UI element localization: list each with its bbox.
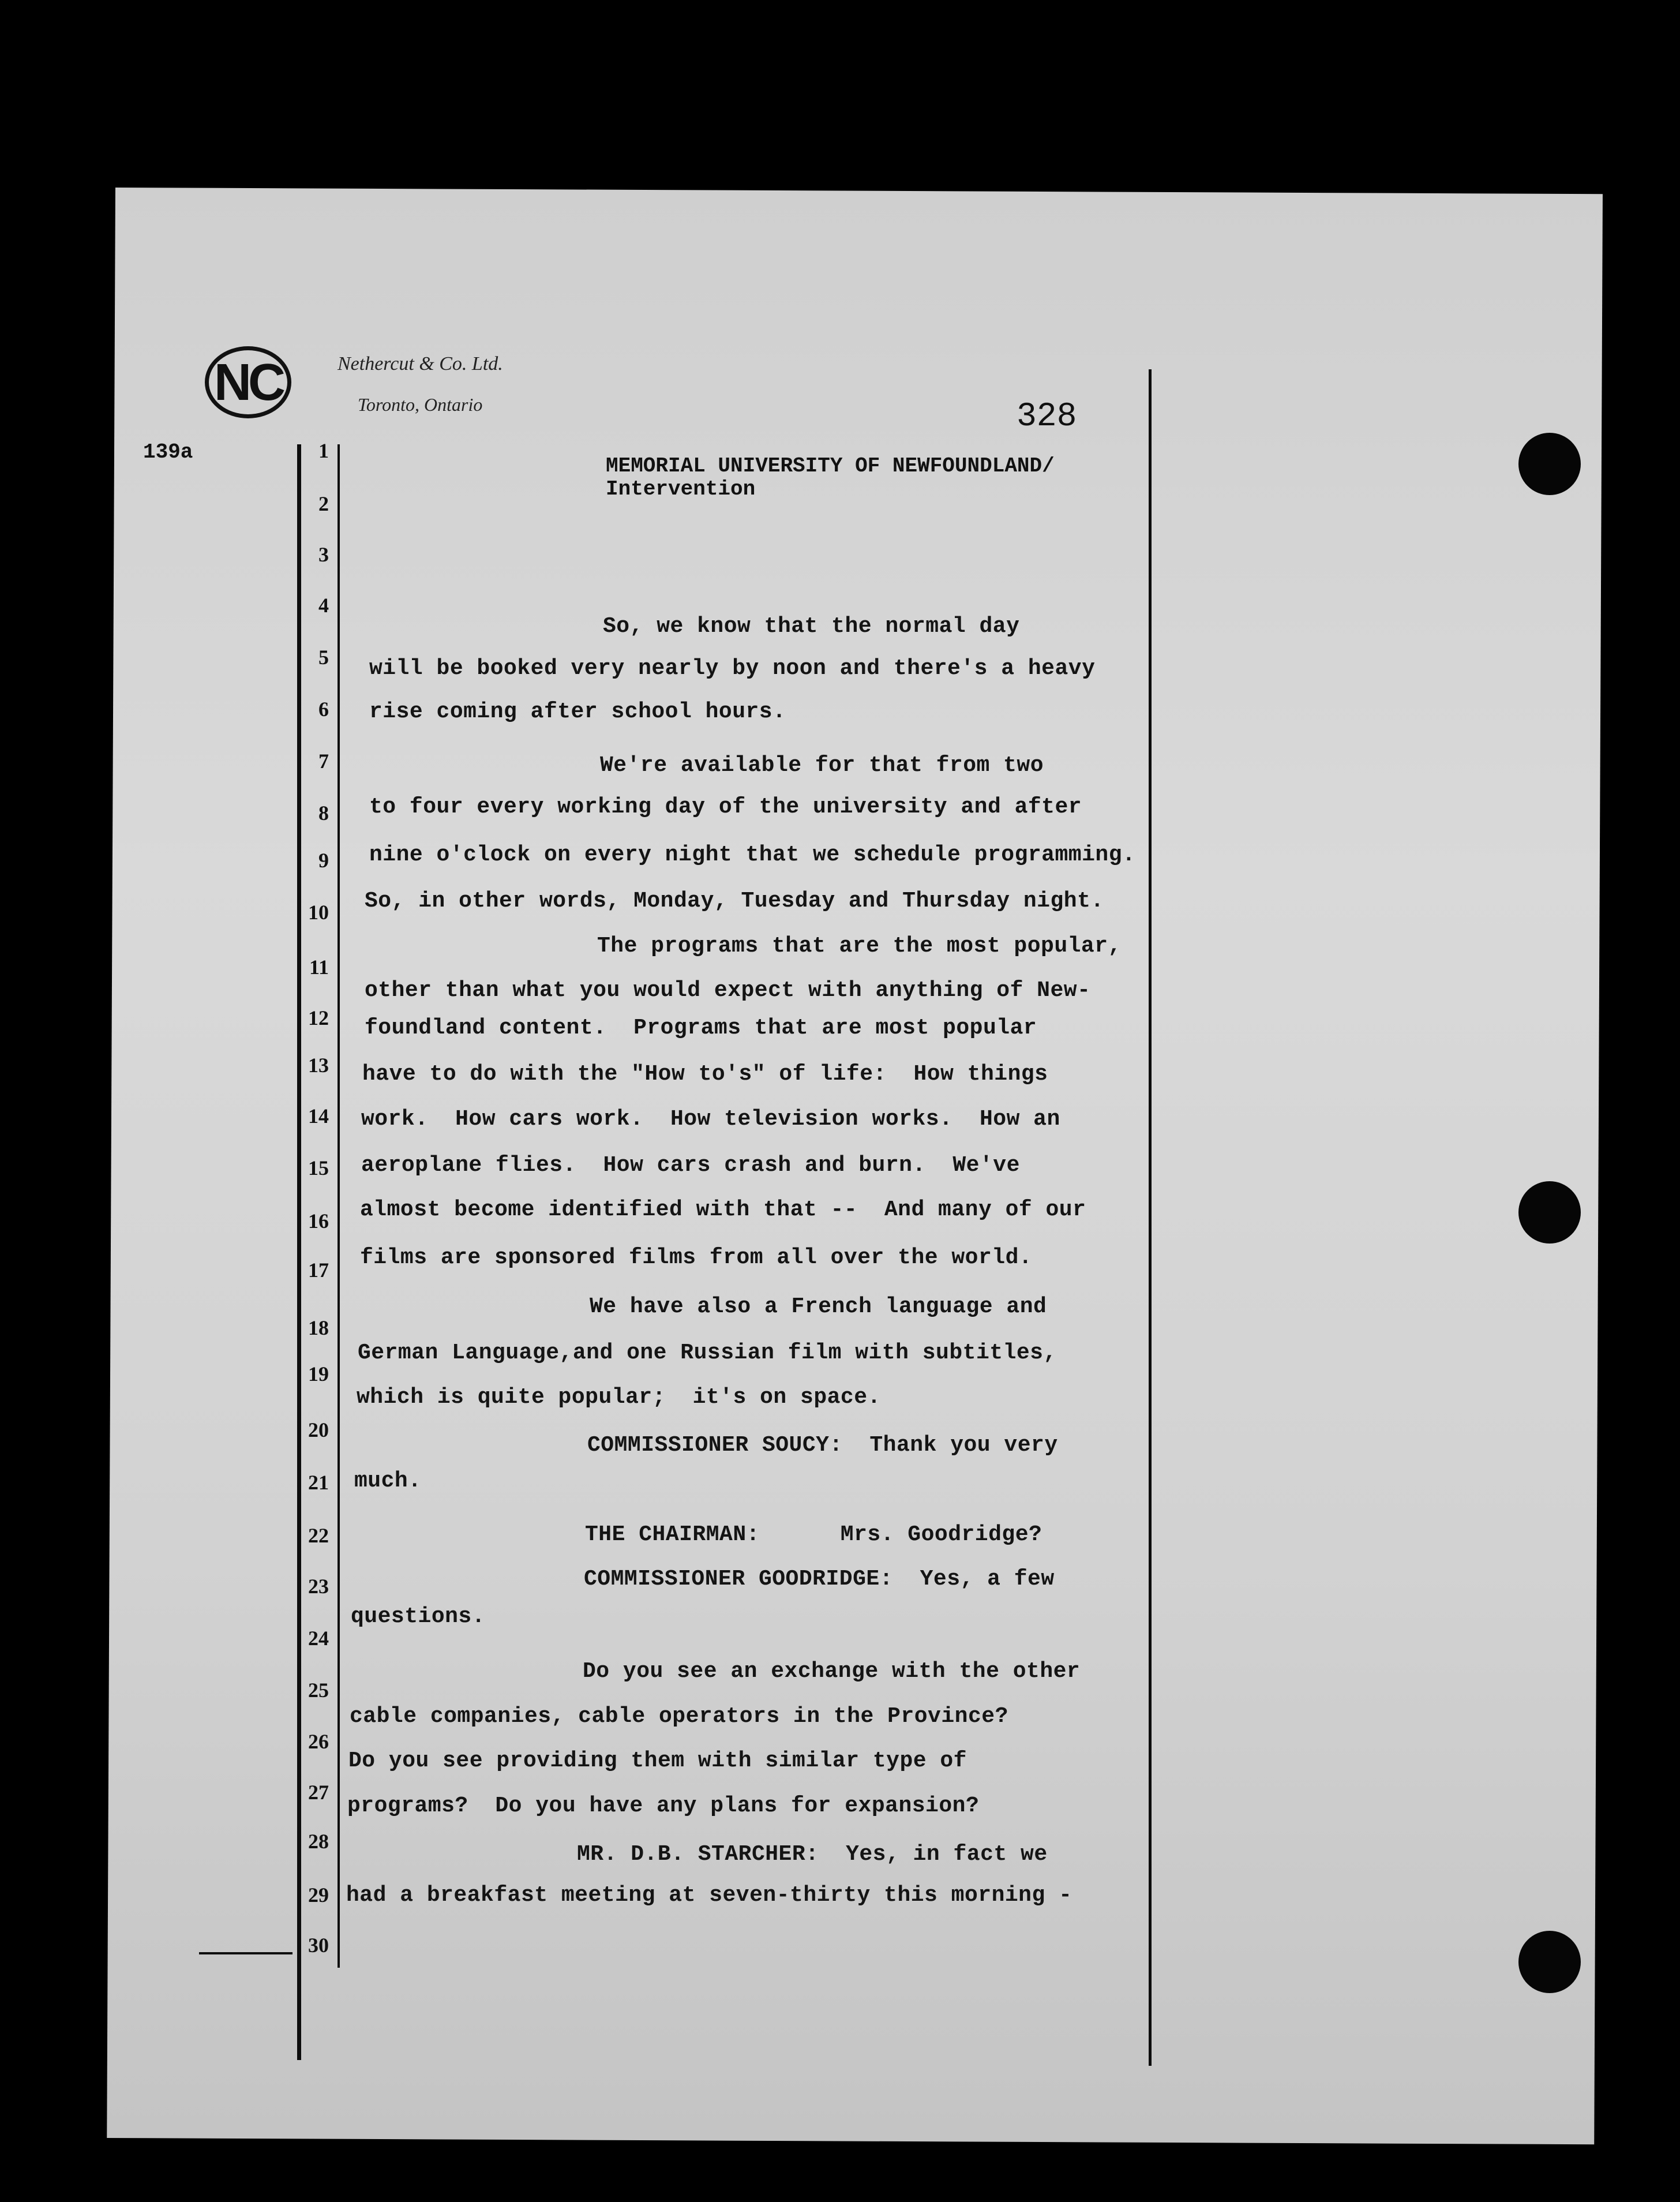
punch-hole-top bbox=[1518, 433, 1581, 495]
line-number: 5 bbox=[318, 646, 329, 669]
line-number: 4 bbox=[318, 594, 329, 617]
transcript-line: to four every working day of the university and after bbox=[369, 795, 1082, 819]
transcript-line: films are sponsored films from all over the world. bbox=[360, 1245, 1033, 1270]
line-number: 9 bbox=[318, 849, 329, 872]
line-number: 10 bbox=[308, 901, 329, 924]
transcript-line: Do you see providing them with similar type of bbox=[348, 1748, 967, 1773]
firm-name: Nethercut & Co. Ltd. bbox=[337, 353, 503, 375]
heading-line-1: MEMORIAL UNIVERSITY OF NEWFOUNDLAND/ bbox=[606, 454, 1055, 478]
page-number: 328 bbox=[1017, 398, 1077, 436]
transcript-heading bbox=[606, 455, 1055, 501]
transcript-line: foundland content. Programs that are most popular bbox=[365, 1016, 1037, 1040]
left-text-rule bbox=[337, 444, 340, 1968]
transcript-line: programs? Do you have any plans for expansion? bbox=[347, 1793, 980, 1818]
line-number: 26 bbox=[308, 1730, 329, 1753]
heading-line-2: Intervention bbox=[606, 477, 756, 501]
transcript-line: THE CHAIRMAN: Mrs. Goodridge? bbox=[585, 1522, 1042, 1547]
line-number: 17 bbox=[308, 1259, 329, 1282]
line-number: 3 bbox=[318, 543, 329, 566]
transcript-line: We have also a French language and bbox=[590, 1294, 1047, 1319]
transcript-line: nine o'clock on every night that we schedule programming. bbox=[369, 842, 1136, 867]
transcript-line: rise coming after school hours. bbox=[369, 699, 786, 724]
line-number: 28 bbox=[308, 1830, 329, 1853]
transcript-line: will be booked very nearly by noon and there's a heavy bbox=[369, 656, 1096, 681]
punch-hole-bottom bbox=[1518, 1931, 1581, 1993]
transcript-line: MR. D.B. STARCHER: Yes, in fact we bbox=[577, 1842, 1048, 1867]
transcript-line: COMMISSIONER GOODRIDGE: Yes, a few bbox=[584, 1567, 1055, 1591]
line-number: 6 bbox=[318, 698, 329, 721]
transcript-line: So, in other words, Monday, Tuesday and Thursday night. bbox=[365, 889, 1104, 913]
line-number: 16 bbox=[308, 1209, 329, 1233]
transcript-line: have to do with the "How to's" of life: How things bbox=[362, 1062, 1048, 1087]
line-number: 12 bbox=[308, 1006, 329, 1029]
transcript-line: which is quite popular; it's on space. bbox=[357, 1385, 881, 1410]
transcript-line: COMMISSIONER SOUCY: Thank you very bbox=[587, 1433, 1058, 1458]
left-margin-rule bbox=[297, 444, 301, 2060]
punch-hole-middle bbox=[1518, 1181, 1581, 1244]
transcript-line: We're available for that from two bbox=[600, 753, 1044, 778]
transcript-line: The programs that are the most popular, bbox=[597, 934, 1122, 958]
line-number: 11 bbox=[309, 956, 329, 979]
transcript-line: work. How cars work. How television works. How an bbox=[361, 1107, 1060, 1132]
transcript-line: cable companies, cable operators in the Province? bbox=[350, 1704, 1008, 1729]
line-number: 21 bbox=[308, 1471, 329, 1494]
transcript-line: other than what you would expect with anything of New- bbox=[365, 978, 1091, 1003]
transcript-line: Do you see an exchange with the other bbox=[583, 1659, 1081, 1684]
transcript-line: aeroplane flies. How cars crash and burn. We've bbox=[361, 1153, 1020, 1178]
transcript-line: almost become identified with that -- And many of our bbox=[360, 1197, 1086, 1222]
line-number: 19 bbox=[308, 1362, 329, 1385]
line-number: 30 bbox=[308, 1934, 329, 1957]
line-number: 29 bbox=[308, 1883, 329, 1907]
line-number: 1 bbox=[318, 439, 329, 462]
transcript-line: much. bbox=[354, 1469, 422, 1493]
line-number: 2 bbox=[318, 492, 329, 515]
line-number: 23 bbox=[308, 1575, 329, 1598]
line-number: 27 bbox=[308, 1781, 329, 1804]
transcript-line: had a breakfast meeting at seven-thirty this morning - bbox=[346, 1883, 1072, 1908]
line-number: 7 bbox=[318, 750, 329, 773]
firm-logo: NC bbox=[205, 346, 291, 418]
line-number: 15 bbox=[308, 1156, 329, 1179]
transcript-line: questions. bbox=[351, 1604, 486, 1629]
line-number: 13 bbox=[308, 1054, 329, 1077]
line-number: 22 bbox=[308, 1524, 329, 1547]
line-number: 24 bbox=[308, 1627, 329, 1650]
line-number: 8 bbox=[318, 802, 329, 825]
transcript-line: So, we know that the normal day bbox=[603, 614, 1020, 639]
line-number: 14 bbox=[308, 1104, 329, 1128]
firm-city: Toronto, Ontario bbox=[358, 394, 483, 415]
line-number: 18 bbox=[308, 1316, 329, 1339]
transcript-line: German Language,and one Russian film with subtitles, bbox=[358, 1340, 1057, 1365]
sheet-id: 139a bbox=[143, 440, 193, 464]
line-number: 25 bbox=[308, 1679, 329, 1702]
line-number: 20 bbox=[308, 1418, 329, 1441]
right-margin-rule bbox=[1149, 369, 1152, 2066]
